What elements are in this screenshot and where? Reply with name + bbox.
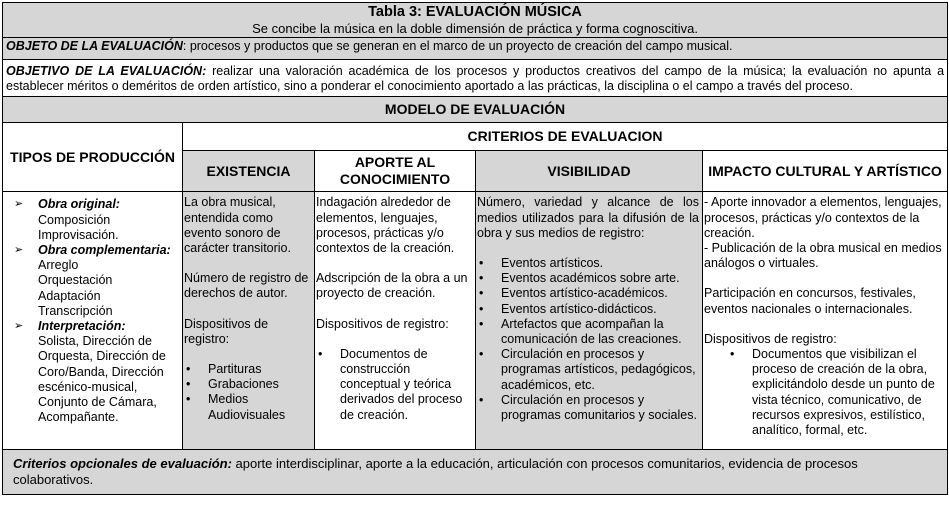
aporte-text-1: Indagación alrededor de elementos, lenguajes, procesos, prácticas y/o contextos de la creación.: [316, 195, 455, 256]
opcionales-label: Criterios opcionales de evaluación:: [13, 456, 232, 472]
visibilidad-list: [477, 256, 699, 423]
impacto-text-2: - Publicación de la obra musical en medios análogos o virtuales.: [704, 241, 942, 271]
objetivo-text: realizar una valoración académica de los procesos y productos creativos del campo de la música; la evaluación no apunta a establecer méritos o deméritos de orden artístico, sino a ponderar el conocimiento aportado a las prácticas, la disciplina o el campo a través del proceso.: [6, 64, 945, 94]
list-item: • Eventos artísticos.: [477, 256, 699, 271]
opcionales-row: [3, 450, 948, 495]
table-title: Tabla 3: EVALUACIÓN MÚSICA: [368, 4, 582, 20]
existencia-text-1: La obra musical, entendida como evento sonoro de carácter transitorio.: [184, 195, 291, 256]
list-item: • Documentos que visibilizan el proceso de creación de la obra, explicitándolo desde un punto de vista técnico, comunicativo, de recursos expresivos, estilístico, analítico, formal, etc.: [704, 347, 944, 438]
aporte-text-2: Adscripción de la obra a un proyecto de creación.: [316, 271, 468, 301]
list-item: • Circulación en procesos y programas comunitarios y sociales.: [477, 393, 699, 423]
list-item-text: Arreglo: [38, 258, 79, 273]
list-item-text: Improvisación.: [38, 227, 119, 242]
existencia-text-2: Número de registro de derechos de autor.: [184, 271, 309, 301]
modelo-cell: [3, 97, 948, 123]
modelo-title: MODELO DE EVALUACIÓN: [384, 101, 566, 118]
impacto-header: IMPACTO CULTURAL Y ARTÍSTICO: [708, 162, 942, 179]
list-item: • Partituras: [184, 362, 311, 377]
aporte-header-cell: [315, 151, 476, 192]
criterios-header-cell: [183, 123, 948, 151]
tipos-header-cell: [3, 123, 183, 192]
opcionales-cell: [3, 450, 948, 495]
tipos-cell: [3, 192, 183, 450]
arrow-bullet-icon: ➢: [14, 198, 24, 211]
arrow-bullet-icon: ➢: [14, 244, 24, 257]
table-subtitle: Se concibe la música en la doble dimensión de práctica y forma cognoscitiva.: [252, 21, 698, 36]
objeto-label: OBJETO DE LA EVALUACIÓN: [6, 39, 183, 53]
visibilidad-header: VISIBILIDAD: [547, 162, 631, 179]
list-item: • Grabaciones: [184, 377, 311, 392]
group-label: Interpretación:: [38, 319, 126, 334]
existencia-header: EXISTENCIA: [206, 162, 291, 179]
group-label: Obra original:: [38, 197, 120, 212]
list-item: • Medios Audiovisuales: [184, 392, 311, 422]
visibilidad-header-cell: [476, 151, 703, 192]
impacto-text-1: - Aporte innovador a elementos, lenguajes, procesos, prácticas y/o contextos de la creación.: [704, 195, 942, 240]
impacto-header-cell: [703, 151, 948, 192]
title-row: [3, 3, 948, 38]
objetivo-row: [3, 60, 948, 97]
group-label: Obra complementaria:: [38, 243, 171, 258]
existencia-header-cell: [183, 151, 315, 192]
opcionales-text: aporte interdisciplinar, aporte a la educación, articulación con procesos comunitarios, evidencia de procesos colaborativos.: [13, 456, 858, 488]
existencia-list: [184, 362, 311, 423]
objetivo-label: OBJETIVO DE LA EVALUACIÓN:: [6, 64, 207, 78]
list-item: [14, 197, 179, 243]
objeto-cell: [3, 38, 948, 60]
list-item: • Eventos artístico-didácticos.: [477, 302, 699, 317]
aporte-cell: [315, 192, 476, 450]
list-item-text: Orquestación: [38, 273, 113, 288]
impacto-list: [704, 347, 944, 438]
criterios-header-row: [3, 123, 948, 151]
list-item-text: Adaptación: [38, 288, 101, 303]
aporte-text-3: Dispositivos de registro:: [316, 316, 449, 331]
existencia-cell: [183, 192, 315, 450]
list-item: • Eventos artístico-académicos.: [477, 286, 699, 301]
evaluation-table: [2, 2, 948, 495]
impacto-text-3: Participación en concursos, festivales, eventos nacionales o internacionales.: [704, 286, 916, 316]
modelo-row: [3, 97, 948, 123]
aporte-list: [316, 347, 472, 423]
list-item: • Circulación en procesos y programas artísticos, pedagógicos, académicos, etc.: [477, 347, 699, 393]
impacto-cell: [703, 192, 948, 450]
existencia-text-3: Dispositivos de registro:: [184, 316, 269, 346]
list-item: • Eventos académicos sobre arte.: [477, 271, 699, 286]
objeto-row: [3, 38, 948, 60]
list-item-text: Composición: [38, 212, 111, 227]
list-item-text: Solista, Dirección de Orquesta, Dirección de Coro/Banda, Dirección escénico-musical, Conjunto de Cámara, Acompañante.: [38, 334, 166, 425]
objeto-text: : procesos y productos que se generan en el marco de un proyecto de creación del campo musical.: [182, 39, 733, 53]
objetivo-cell: [3, 60, 948, 97]
list-item: • Artefactos que acompañan la comunicación de las creaciones.: [477, 317, 699, 347]
visibilidad-text-1: Número, variedad y alcance de los medios utilizados para la difusión de la obra y sus medios de registro:: [477, 195, 699, 240]
impacto-text-4: Dispositivos de registro:: [704, 331, 837, 346]
aporte-header: APORTE AL CONOCIMIENTO: [339, 154, 451, 188]
list-item-text: Transcripción: [38, 303, 113, 318]
title-cell: [3, 3, 948, 38]
list-item: [14, 319, 179, 425]
arrow-bullet-icon: ➢: [14, 320, 24, 333]
criterios-header: CRITERIOS DE EVALUACION: [467, 128, 663, 145]
content-row: [3, 192, 948, 450]
list-item: • Documentos de construcción conceptual y teórica derivados del proceso de creación.: [316, 347, 472, 423]
tipos-list: [6, 197, 179, 425]
tipos-header: TIPOS DE PRODUCCIÓN: [10, 148, 175, 165]
list-item: [14, 243, 179, 319]
visibilidad-cell: [476, 192, 703, 450]
